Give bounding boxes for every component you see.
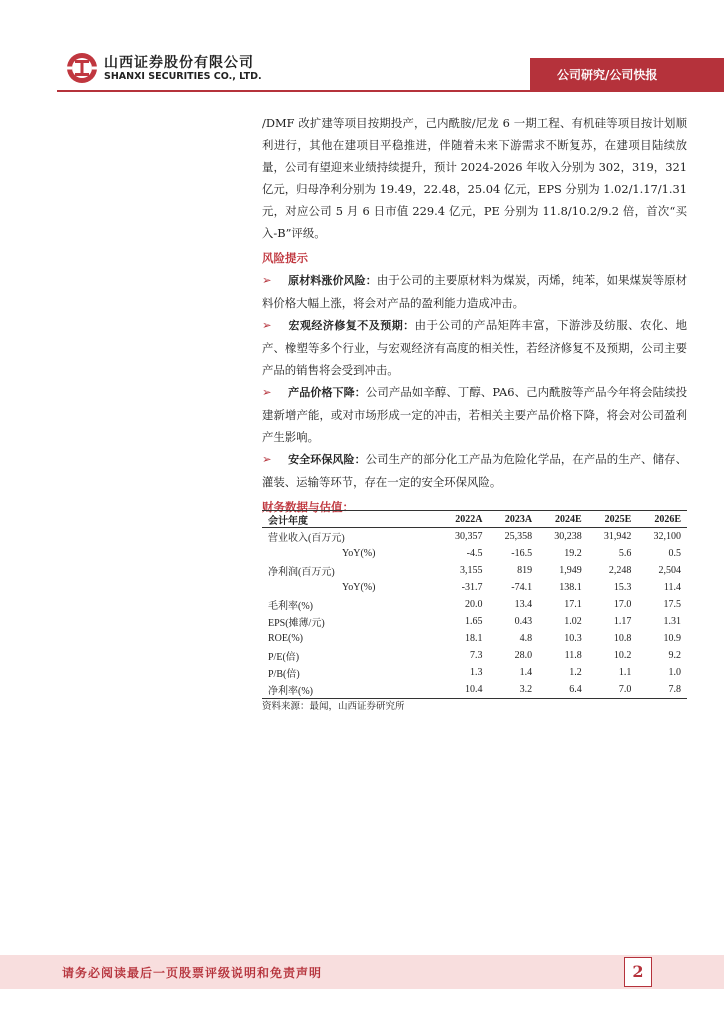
table-header-row [262, 511, 687, 528]
company-logo-icon [66, 52, 98, 84]
table-row [262, 647, 687, 664]
table-cell: 10.3 [564, 633, 582, 644]
table-cell: 1.02 [564, 616, 582, 627]
table-cell: -74.1 [511, 582, 533, 593]
table-row [262, 681, 687, 699]
table-cell: 2,248 [608, 565, 632, 576]
table-header-cell: 2025E [588, 511, 638, 528]
page-number: 2 [624, 957, 652, 987]
data-source-note: 资料来源：最闻，山西证券研究所 [262, 701, 405, 712]
company-name-cn: 山西证券股份有限公司 [104, 55, 254, 71]
table-row [262, 579, 687, 596]
table-cell: 31,942 [603, 531, 632, 542]
table-cell: 25,358 [504, 531, 533, 542]
row-label: EPS(摊薄/元) [268, 618, 325, 629]
table-cell: 30,357 [455, 531, 483, 542]
table-cell: 20.0 [465, 599, 483, 610]
table-cell: 11.4 [663, 582, 681, 593]
table-cell: -16.5 [511, 548, 533, 559]
arrow-bullet-icon: ➢ [262, 452, 272, 466]
table-cell: 7.8 [637, 681, 687, 699]
table-row [262, 664, 687, 681]
intro-paragraph: /DMF 改扩建等项目按期投产，己内酰胺/尼龙 6 一期工程、有机硅等项目按计划顺利进行，其他在建项目平稳推进，伴随着未来下游需求不断复苏，在建项目陆续放量，公司有望迎来业绩持续提升，预计 2024-2026 年收入分别为 302，319，321 亿元，归母净利分别为 19.49，22.48，25.04 亿元，EPS 分别为 1.02/1.17/1.31 元，对应公司 5 月 6 日市值 229.4 亿元，PE 分别为 11.8/10.2/9.2 倍，首次“买入-B”评级。 [262, 116, 687, 240]
table-cell: 15.3 [613, 582, 632, 593]
table-cell: 3,155 [460, 565, 483, 576]
main-content [262, 112, 687, 518]
table-cell: 10.2 [613, 650, 632, 661]
table-header-cell: 2023A [489, 511, 539, 528]
financial-section-title: 财务数据与估值： [262, 500, 354, 514]
table-cell: 0.5 [668, 548, 681, 559]
risk-item-text: 由于公司的主要原材料为煤炭，丙烯，纯苯，如果煤炭等原材料价格大幅上涨，将会对产品的盈利能力造成冲击。 [262, 273, 687, 310]
row-label: 净利润(百万元) [268, 567, 335, 578]
risk-item-title: 安全环保风险： [288, 453, 366, 466]
row-label: ROE(%) [268, 633, 303, 644]
risk-item [262, 381, 687, 448]
risk-item [262, 314, 687, 381]
table-row [262, 596, 687, 613]
table-cell: 138.1 [559, 582, 582, 593]
table-cell: 10.8 [613, 633, 632, 644]
table-cell: 1.1 [618, 667, 632, 678]
header-divider [57, 90, 724, 92]
table-header-cell: 2024E [538, 511, 588, 528]
table-cell: 17.0 [613, 599, 632, 610]
arrow-bullet-icon: ➢ [262, 273, 272, 287]
risk-item-text: 公司生产的部分化工产品为危险化学品，在产品的生产、储存、灌装、运输等环节，存在一定的安全环保风险。 [262, 452, 687, 489]
row-label: 净利率(%) [262, 681, 439, 699]
table-cell: -31.7 [461, 582, 483, 593]
table-header-cell: 2022A [439, 511, 489, 528]
table-cell: 819 [517, 565, 533, 576]
risk-item [262, 448, 687, 493]
row-label: 毛利率(%) [268, 601, 313, 612]
table-cell: 1.3 [470, 667, 483, 678]
row-label: P/B(倍) [268, 669, 300, 680]
table-cell: 1.65 [465, 616, 483, 627]
risk-section-title: 风险提示 [262, 251, 308, 265]
table-cell: 3.2 [489, 681, 539, 699]
table-cell: 1.31 [663, 616, 681, 627]
table-header-cell: 2026E [637, 511, 687, 528]
table-cell: 13.4 [514, 599, 533, 610]
row-label: YoY(%) [342, 548, 376, 559]
page-header [0, 0, 724, 100]
report-type-label: 公司研究/公司快报 [557, 68, 658, 82]
risk-item-title: 原材料涨价风险： [288, 274, 377, 287]
table-cell: 10.9 [663, 633, 681, 644]
table-cell: 0.43 [514, 616, 533, 627]
table-cell: 4.8 [519, 633, 533, 644]
table-cell: 1,949 [559, 565, 582, 576]
table-row [262, 545, 687, 562]
table-cell: 17.1 [564, 599, 582, 610]
risk-item-title: 宏观经济修复不及预期： [288, 319, 415, 332]
table-cell: 10.4 [439, 681, 489, 699]
table-header-cell: 会计年度 [262, 511, 439, 528]
table-cell: 1.2 [569, 667, 582, 678]
risk-item-text: 公司产品如辛醇、丁醇、PA6、己内酰胺等产品今年将会陆续投建新增产能，或对市场形成一定的冲击，若相关主要产品价格下降，将会对公司盈利产生影响。 [262, 385, 688, 444]
footer-disclaimer: 请务必阅读最后一页股票评级说明和免责声明 [62, 966, 323, 980]
table-cell: 9.2 [668, 650, 681, 661]
risk-item-text: 由于公司的产品矩阵丰富，下游涉及纺服、农化、地产、橡塑等多个行业，与宏观经济有高度的相关性，若经济修复不及预期，公司主要产品的销售将会受到冲击。 [262, 318, 687, 377]
table-cell: 1.4 [519, 667, 533, 678]
row-label: YoY(%) [342, 582, 376, 593]
table-cell: 18.1 [465, 633, 483, 644]
row-label: P/E(倍) [268, 652, 300, 663]
table-cell: 5.6 [618, 548, 632, 559]
table-row [262, 528, 687, 546]
arrow-bullet-icon: ➢ [262, 318, 272, 332]
table-cell: 6.4 [538, 681, 588, 699]
table-cell: 17.5 [663, 599, 681, 610]
table-cell: 1.0 [668, 667, 681, 678]
table-cell: -4.5 [466, 548, 483, 559]
table-cell: 30,238 [554, 531, 582, 542]
table-row [262, 562, 687, 579]
table-cell: 7.3 [470, 650, 483, 661]
risk-item-title: 产品价格下降： [288, 386, 366, 399]
table-cell: 19.2 [564, 548, 582, 559]
arrow-bullet-icon: ➢ [262, 385, 272, 399]
company-name-en: SHANXI SECURITIES CO., LTD. [104, 71, 262, 82]
table-cell: 1.17 [613, 616, 632, 627]
table-cell: 11.8 [564, 650, 582, 661]
table-cell: 28.0 [514, 650, 533, 661]
table-cell: 2,504 [658, 565, 681, 576]
table-row [262, 613, 687, 630]
row-label: 营业收入(百万元) [268, 533, 345, 544]
table-row [262, 630, 687, 647]
table-cell: 7.0 [588, 681, 638, 699]
financial-table [262, 510, 687, 699]
risk-item [262, 269, 687, 314]
table-cell: 32,100 [653, 531, 681, 542]
